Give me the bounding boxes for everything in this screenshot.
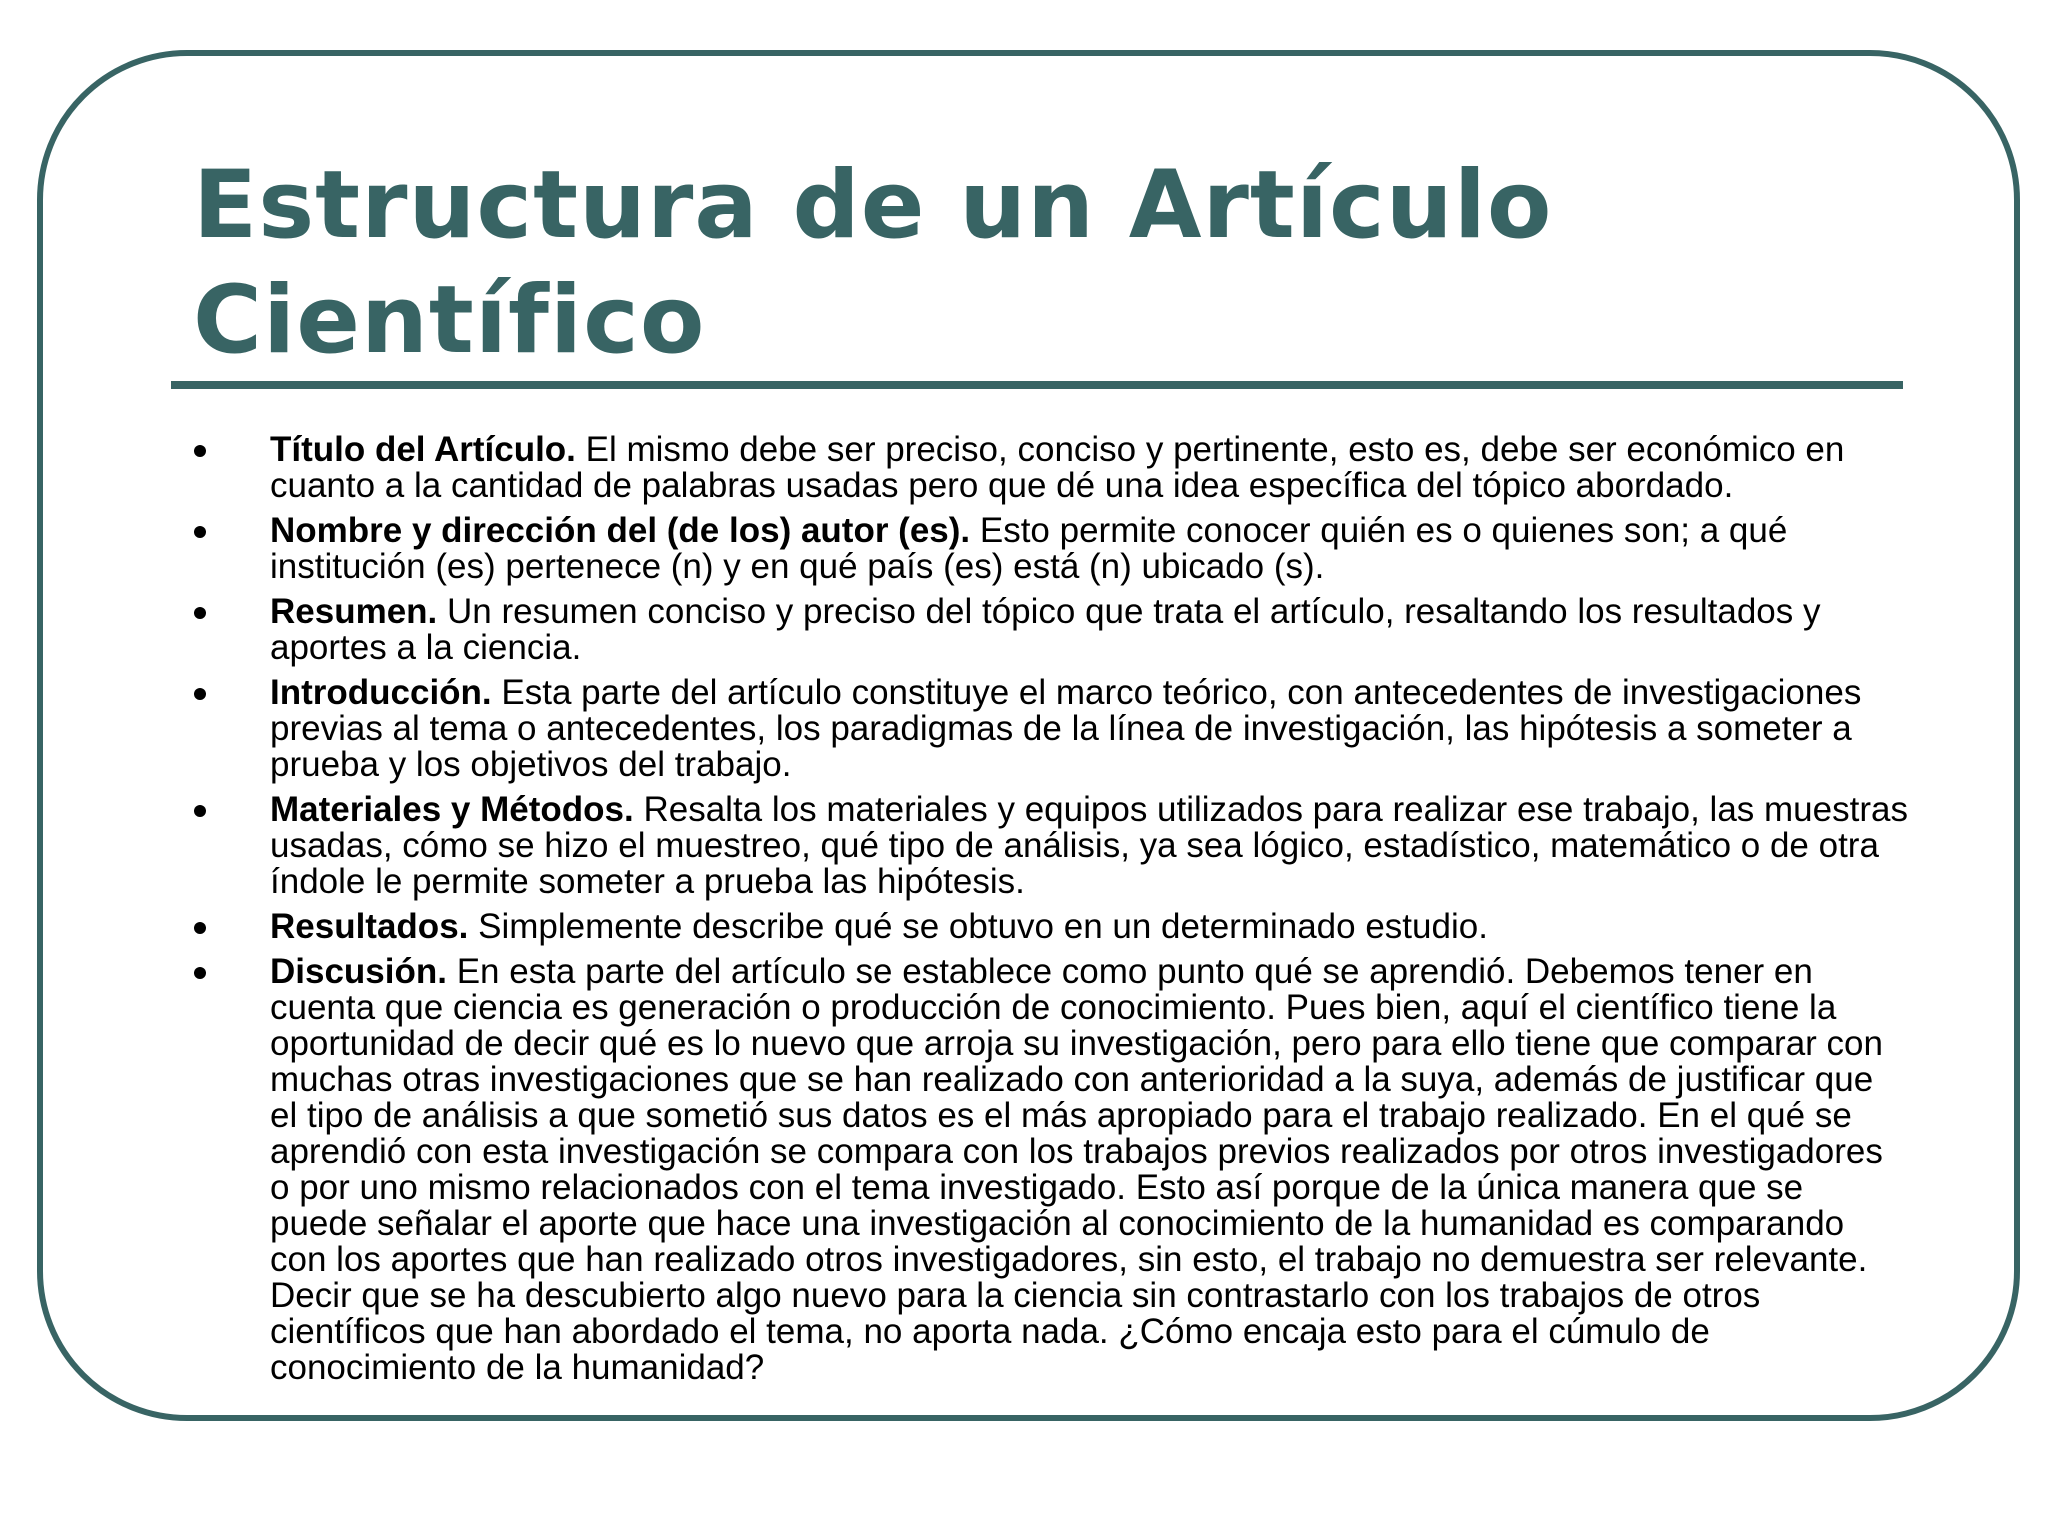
bullet-term: Nombre y dirección del (de los) autor (es). — [270, 511, 971, 550]
bullet-dot-icon — [194, 445, 206, 457]
bullet-dot-icon — [194, 607, 206, 619]
bullet-term: Resultados. — [270, 907, 469, 946]
bullet-dot-icon — [194, 688, 206, 700]
slide-title-line-2: Científico — [193, 266, 706, 375]
bullet-text: Resalta los materiales y equipos utilizados para realizar ese trabajo, las muestras usadas, cómo se hizo el muestreo, qué tipo de análisis, ya sea lógico, estadístico, matemático o de otra índole le permite someter a prueba las hipótesis. — [270, 790, 1908, 901]
list-item — [190, 675, 1910, 783]
slide-title-line-1: Estructura de un Artículo — [193, 151, 1553, 260]
bullet-term: Discusión. — [270, 952, 447, 991]
bullet-text: Simplemente describe qué se obtuvo en un determinado estudio. — [468, 907, 1488, 946]
bullet-list — [190, 432, 1910, 1395]
bullet-term: Resumen. — [270, 592, 438, 631]
list-item — [190, 792, 1910, 900]
list-item — [190, 513, 1910, 585]
bullet-text: En esta parte del artículo se establece como punto qué se aprendió. Debemos tener en cuenta que ciencia es generación o producción de conocimiento. Pues bien, aquí el científico tiene la oportunidad de decir qué es lo nuevo que arroja su investigación, pero para ello tiene que comparar con muchas otras investigaciones que se han realizado con anterioridad a la suya, además de justificar que el tipo de análisis a que sometió sus datos es el más apropiado para el trabajo realizado. En el qué se aprendió con esta investigación se compara con los trabajos previos realizados por otros investigadores o por uno mismo relacionados con el tema investigado. Esto así porque de la única manera que se puede señalar el aporte que hace una investigación al conocimiento de la humanidad es comparando con los aportes que han realizado otros investigadores, sin esto, el trabajo no demuestra ser relevante. Decir que se ha descubierto algo nuevo para la ciencia sin contrastarlo con los trabajos de otros científicos que han abordado el tema, no aporta nada. ¿Cómo encaja esto para el cúmulo de conocimiento de la humanidad? — [270, 952, 1883, 1387]
bullet-text: Esta parte del artículo constituye el marco teórico, con antecedentes de investigaciones previas al tema o antecedentes, los paradigmas de la línea de investigación, las hipótesis a someter a prueba y los objetivos del trabajo. — [270, 673, 1862, 784]
bullet-dot-icon — [194, 967, 206, 979]
bullet-term: Introducción. — [270, 673, 492, 712]
list-item — [190, 594, 1910, 666]
bullet-dot-icon — [194, 922, 206, 934]
bullet-text: El mismo debe ser preciso, conciso y pertinente, esto es, debe ser económico en cuanto a la cantidad de palabras usadas pero que dé una idea específica del tópico abordado. — [270, 430, 1845, 505]
bullet-text: Esto permite conocer quién es o quienes son; a qué institución (es) pertenece (n) y en qué país (es) está (n) ubicado (s). — [270, 511, 1788, 586]
title-divider — [171, 381, 1903, 389]
bullet-dot-icon — [194, 805, 206, 817]
list-item — [190, 954, 1910, 1386]
bullet-term: Materiales y Métodos. — [270, 790, 634, 829]
bullet-term: Título del Artículo. — [270, 430, 576, 469]
list-item — [190, 909, 1910, 945]
bullet-dot-icon — [194, 526, 206, 538]
slide-title — [193, 148, 1893, 378]
list-item — [190, 432, 1910, 504]
bullet-text: Un resumen conciso y preciso del tópico que trata el artículo, resaltando los resultados y aportes a la ciencia. — [270, 592, 1821, 667]
